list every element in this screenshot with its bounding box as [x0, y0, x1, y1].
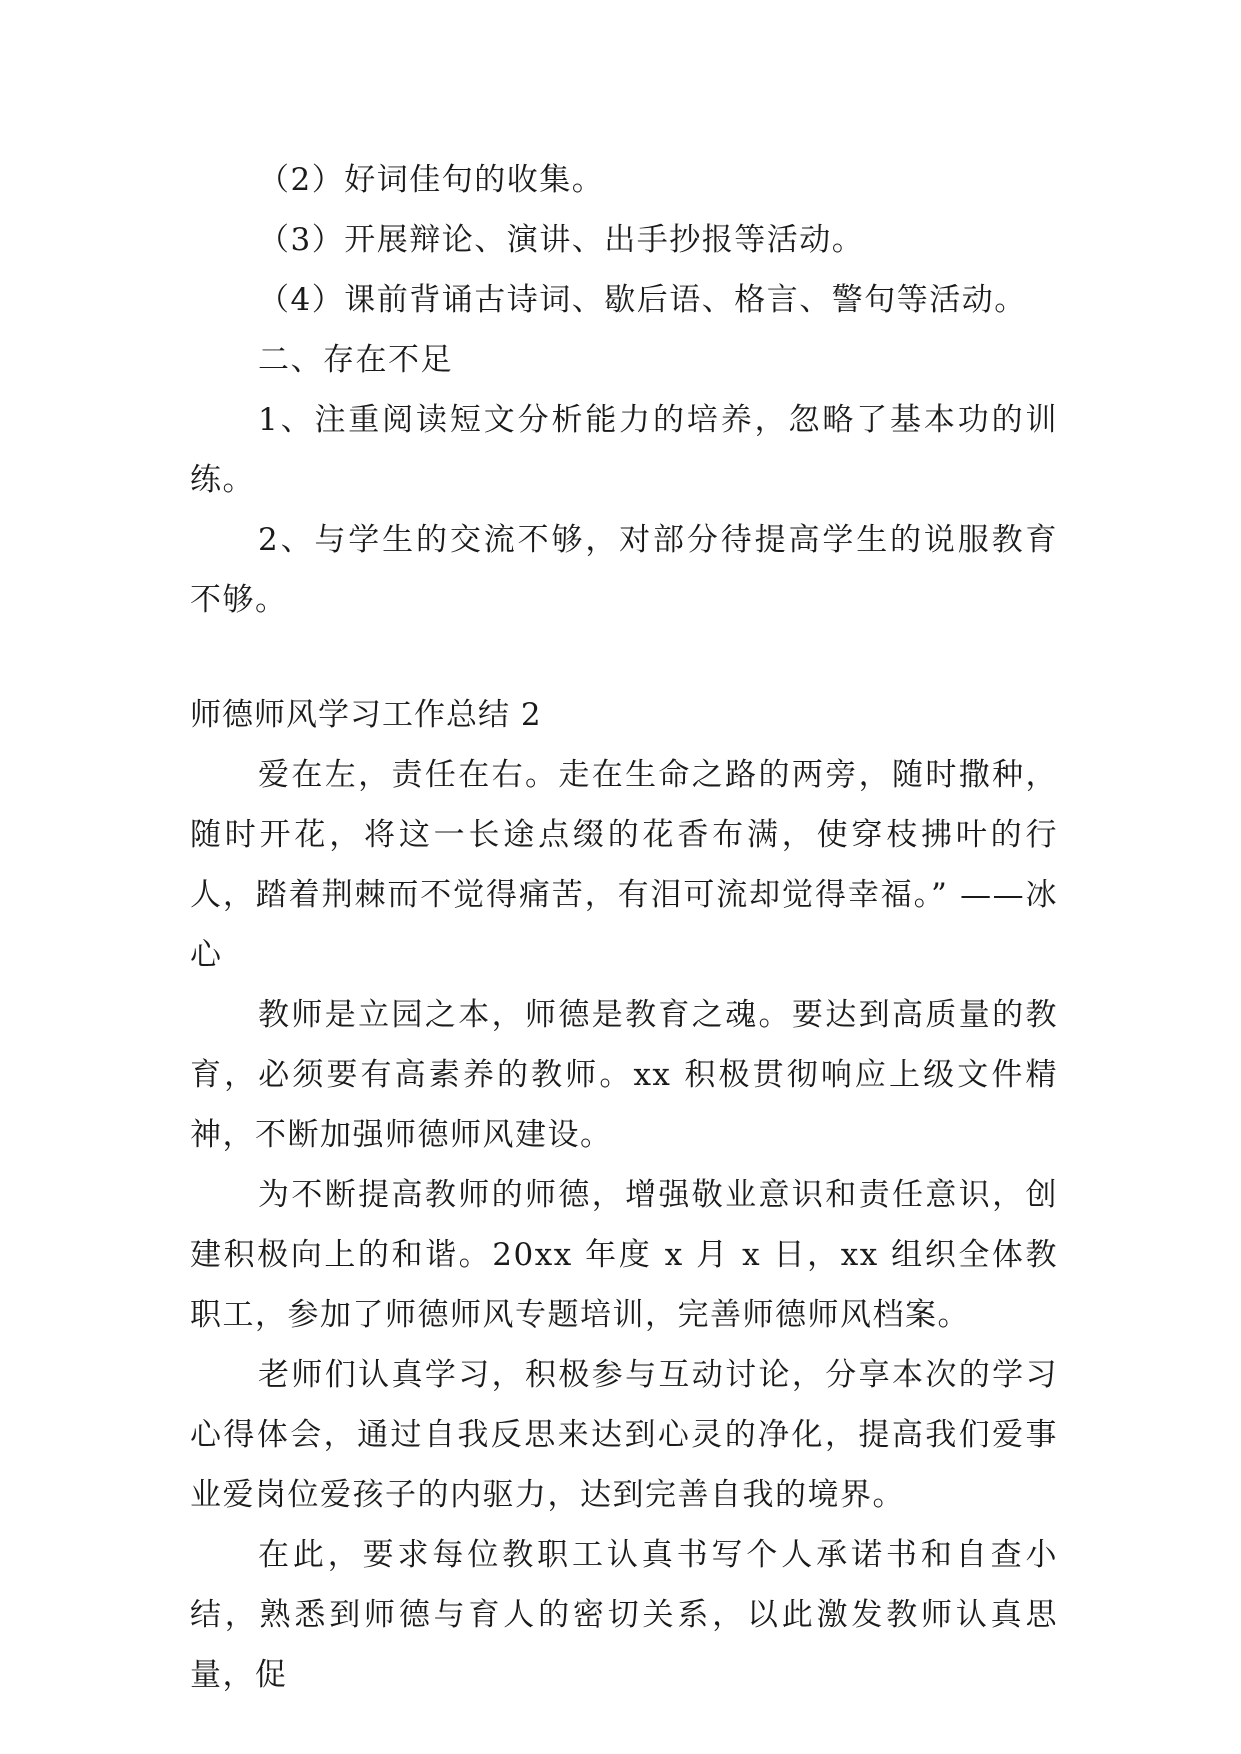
shortcoming-paragraph: 2、与学生的交流不够，对部分待提高学生的说服教育不够。 — [190, 522, 1058, 618]
body-paragraph: 教师是立园之本，师德是教育之魂。要达到高质量的教育，必须要有高素养的教师。xx 积极贯彻响应上级文件精神，不断加强师德师风建设。 — [190, 997, 1058, 1153]
list-item: （3）开展辩论、演讲、出手抄报等活动。 — [258, 222, 865, 258]
body-paragraph: 老师们认真学习，积极参与互动讨论，分享本次的学习心得体会，通过自我反思来达到心灵的净化，提高我们爱事业爱岗位爱孩子的内驱力，达到完善自我的境界。 — [190, 1357, 1058, 1513]
list-item: （4）课前背诵古诗词、歇后语、格言、警句等活动。 — [258, 282, 1027, 318]
section-subheading: 二、存在不足 — [258, 342, 453, 378]
section-title: 师德师风学习工作总结 2 — [190, 697, 542, 733]
shortcoming-paragraph: 1、注重阅读短文分析能力的培养，忽略了基本功的训练。 — [190, 402, 1058, 498]
list-item: （2）好词佳句的收集。 — [258, 162, 605, 198]
body-paragraph: 在此，要求每位教职工认真书写个人承诺书和自查小结，熟悉到师德与育人的密切关系，以此激发教师认真思量，促 — [190, 1537, 1058, 1693]
section-gap — [190, 630, 1058, 685]
document-page — [190, 150, 1058, 1705]
body-paragraph: 为不断提高教师的师德，增强敬业意识和责任意识，创建积极向上的和谐。20xx 年度 x 月 x 日，xx 组织全体教职工，参加了师德师风专题培训，完善师德师风档案。 — [190, 1177, 1058, 1333]
body-paragraph: 爱在左，责任在右。走在生命之路的两旁，随时撒种，随时开花，将这一长途点缀的花香布满，使穿枝拂叶的行人，踏着荆棘而不觉得痛苦，有泪可流却觉得幸福。” ——冰心 — [190, 757, 1058, 973]
